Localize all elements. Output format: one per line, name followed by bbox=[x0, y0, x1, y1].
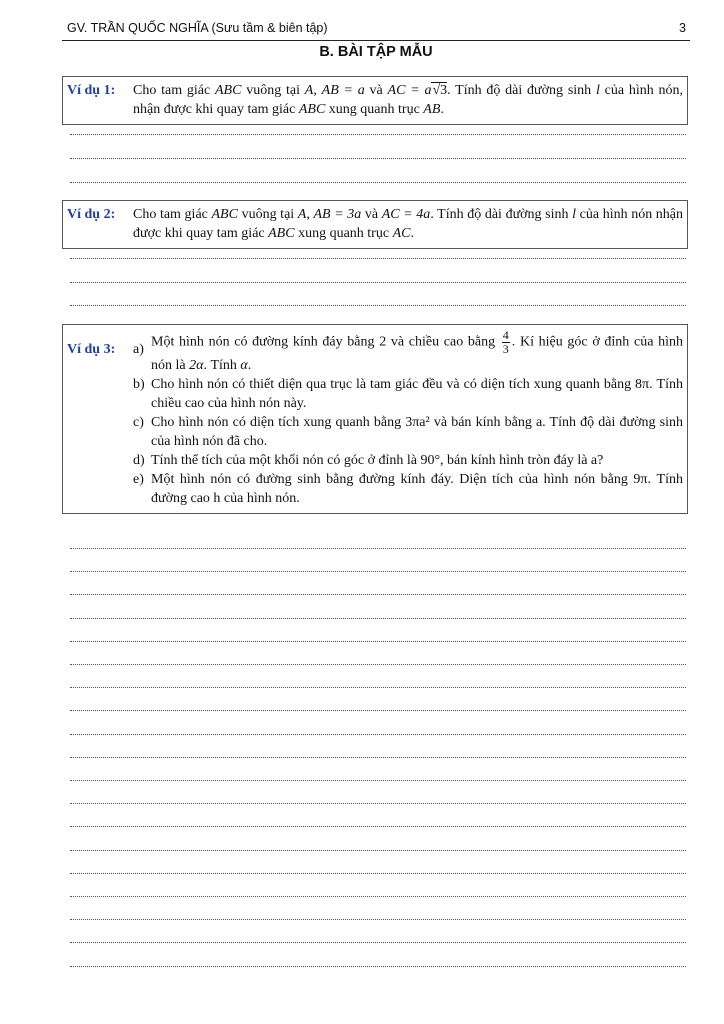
answer-line bbox=[70, 305, 686, 306]
example-3-item-e: e) Một hình nón có đường sinh bằng đường kính đáy. Diện tích của hình nón bằng 9π. Tính đường cao h của hình nón. bbox=[133, 472, 683, 506]
answer-line bbox=[70, 850, 686, 851]
page-number: 3 bbox=[679, 21, 686, 35]
answer-line bbox=[70, 896, 686, 897]
answer-line bbox=[70, 966, 686, 967]
page-header bbox=[62, 18, 690, 41]
answer-line bbox=[70, 826, 686, 827]
example-3-item-a: a) Một hình nón có đường kính đáy bằng 2 và chiều cao bằng $\frac{4}{3}$ . Kí hiệu góc ở đỉnh của hình nón là 2α. Tính α. bbox=[133, 328, 683, 373]
example-2-text: Cho tam giác ABC vuông tại A, AB = 3a và AC = 4a. Tính độ dài đường sinh l của hình nón nhận được khi quay tam giác ABC xung quanh trục AC. bbox=[133, 207, 684, 241]
answer-line bbox=[70, 182, 686, 183]
example-2-label: Ví dụ 2: bbox=[67, 207, 116, 222]
example-2-box bbox=[62, 200, 688, 249]
answer-line bbox=[70, 687, 686, 688]
example-1-text: Cho tam giác ABC vuông tại A, AB = a và AC = a√3. Tính độ dài đường sinh l của hình nón, nhận được khi quay tam giác ABC xung quanh trục AB. bbox=[133, 83, 684, 117]
answer-line bbox=[70, 919, 686, 920]
answer-line bbox=[70, 134, 686, 135]
answer-line bbox=[70, 258, 686, 259]
answer-line bbox=[70, 734, 686, 735]
answer-line bbox=[70, 780, 686, 781]
answer-line bbox=[70, 664, 686, 665]
answer-line bbox=[70, 618, 686, 619]
answer-line bbox=[70, 594, 686, 595]
example-3-item-b: b) Cho hình nón có thiết diện qua trục là tam giác đều và có diện tích xung quanh bằng 8π. Tính chiều cao của hình nón này. bbox=[133, 377, 683, 411]
answer-line bbox=[70, 757, 686, 758]
example-3-item-c: c) Cho hình nón có diện tích xung quanh bằng 3πa² và bán kính bằng a. Tính độ dài đường sinh của hình nón đã cho. bbox=[133, 415, 683, 449]
answer-line bbox=[70, 282, 686, 283]
example-1-label: Ví dụ 1: bbox=[67, 83, 116, 98]
answer-line bbox=[70, 710, 686, 711]
example-3-item-d: d) Tính thể tích của một khối nón có góc ở đỉnh là 90°, bán kính hình tròn đáy là a? bbox=[133, 453, 604, 468]
example-3-box bbox=[62, 324, 688, 514]
header-author: GV. TRẦN QUỐC NGHĨA (Sưu tầm & biên tập) bbox=[67, 21, 328, 35]
answer-line bbox=[70, 571, 686, 572]
answer-line bbox=[70, 942, 686, 943]
answer-line bbox=[70, 158, 686, 159]
answer-line bbox=[70, 641, 686, 642]
answer-line bbox=[70, 803, 686, 804]
answer-line bbox=[70, 548, 686, 549]
example-3-label: Ví dụ 3: bbox=[67, 342, 116, 357]
example-1-box bbox=[62, 76, 688, 125]
section-title: B. BÀI TẬP MẪU bbox=[319, 44, 433, 60]
fraction-4-3: $\frac{4}{3}$ bbox=[502, 328, 509, 356]
answer-line bbox=[70, 873, 686, 874]
